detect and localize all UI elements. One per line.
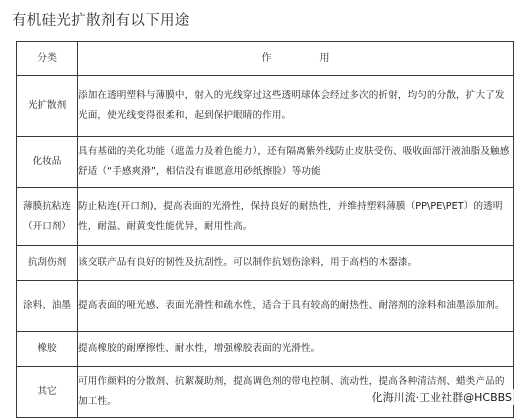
table-header-row: [17, 42, 514, 76]
table-row: [17, 281, 514, 332]
row-use: 提高表面的哑光感、表面光滑性和疏水性，适合于具有较高的耐热性、耐溶剂的涂料和油墨添加剂。: [78, 281, 514, 332]
row-category: 薄膜抗粘连（开口剂）: [17, 188, 78, 246]
row-category: 抗刮伤剂: [17, 246, 78, 281]
document-title: 有机硅光扩散剂有以下用途: [12, 13, 190, 29]
row-use: 该交联产品有良好的韧性及抗刮性。可以制作抗划伤涂料，用于高档的木器漆。: [78, 246, 514, 281]
header-category: 分类: [17, 42, 78, 76]
row-use: 可用作颜料的分散剂、抗絮凝助剂，提高调色剂的带电控制、流动性，提高各种清洁剂、蜡类产品的加工性。: [78, 367, 514, 418]
table-row: [17, 332, 514, 367]
header-use-part2: 用: [319, 52, 330, 64]
row-category: 光扩散剂: [17, 76, 78, 137]
table-row: [17, 188, 514, 246]
row-category: 涂料、油墨: [17, 281, 78, 332]
header-use-part1: 作: [261, 52, 272, 64]
table-row: [17, 246, 514, 281]
row-use: 添加在透明塑料与薄膜中，射入的光线穿过这些透明球体会经过多次的折射，均匀的分散，扩大了发光面，使光线变得很柔和，起到保护眼睛的作用。: [78, 76, 514, 137]
uses-table: [16, 41, 514, 418]
row-use: 提高橡胶的耐摩擦性、耐水性，增强橡胶表面的光滑性。: [78, 332, 514, 367]
row-use: 具有基础的美化功能（遮盖力及着色能力），还有隔离紫外线防止皮肤受伤、吸收面部汗液油脂及触感舒适（“手感爽滑”，相信没有谁愿意用砂纸擦脸）等功能: [78, 137, 514, 188]
table-row: [17, 137, 514, 188]
row-category: 其它: [17, 367, 78, 418]
table-row: [17, 76, 514, 137]
header-use: [78, 42, 514, 76]
row-use: 防止粘连(开口剂)，提高表面的光滑性，保持良好的耐热性，并维持塑料薄膜（PP\PE\PET）的透明性，耐温、耐黄变性能优异，耐用性高。: [78, 188, 514, 246]
watermark: 化海川流·工业社群@HCBBS: [371, 391, 512, 404]
row-category: 化妆品: [17, 137, 78, 188]
row-category: 橡胶: [17, 332, 78, 367]
